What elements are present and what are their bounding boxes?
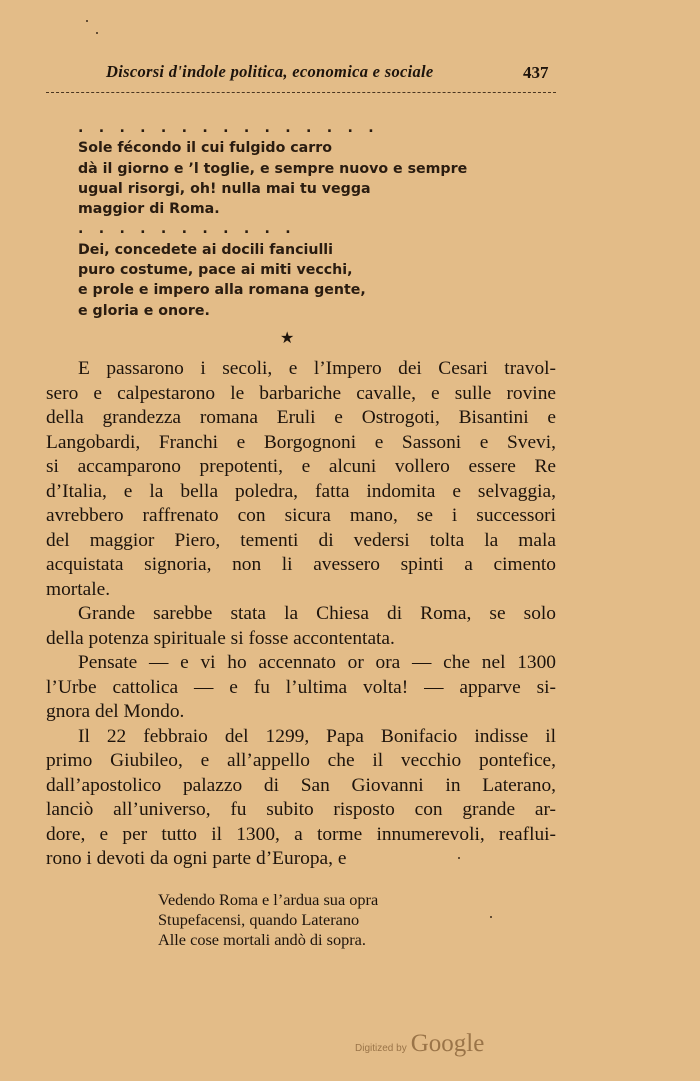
paragraph-line: l’Urbe cattolica — e fu l’ultima volta! — apparve si- xyxy=(46,676,556,698)
paragraph-line: gnora del Mondo. xyxy=(46,701,185,722)
watermark-brand: Google xyxy=(410,1030,485,1057)
verse-line: Dei, concedete ai docili fanciulli xyxy=(78,241,334,258)
verse-line: e gloria e onore. xyxy=(78,302,210,319)
scan-speck xyxy=(458,857,460,859)
paragraph-line: sero e calpestarono le barbariche cavalle, e sulle rovine xyxy=(46,382,556,404)
paragraph-line: dore, e per tutto il 1300, a torme innumerevoli, reaflui- xyxy=(46,823,556,845)
watermark-small: Digitized by xyxy=(355,1043,407,1054)
verse-line: maggior di Roma. xyxy=(78,201,220,218)
paragraph-line: Grande sarebbe stata la Chiesa di Roma, se solo xyxy=(78,603,556,624)
paragraph-line: acquistata signoria, non li avessero spinti a cimento xyxy=(46,554,556,575)
running-title: Discorsi d'indole politica, economica e sociale xyxy=(106,62,434,81)
paragraph-line: si accamparono prepotenti, e alcuni vollero essere Re xyxy=(46,456,556,477)
verse-line: ugual risorgi, oh! nulla mai tu vegga xyxy=(78,180,371,197)
verse-quote-2 xyxy=(158,890,378,950)
verse-line: Stupefacensi, quando Laterano xyxy=(158,910,360,929)
paragraph-line: lanciò all’universo, fu subito risposto con grande ar- xyxy=(46,799,556,820)
scan-speck xyxy=(86,20,88,22)
paragraph-line: avrebbero raffrenato con sicura mano, se i successori xyxy=(46,505,556,526)
paragraph-line: E passarono i secoli, e l’Impero dei Cesari travol- xyxy=(78,358,556,379)
page-number: 437 xyxy=(523,63,549,82)
verse-line: e prole e impero alla romana gente, xyxy=(78,282,366,299)
section-star-separator: ★ xyxy=(280,330,295,347)
body-text xyxy=(46,357,556,872)
paragraph-line: della potenza spirituale si fosse accontentata. xyxy=(46,627,395,649)
paragraph-line: Langobardi, Franchi e Borgognoni e Sassoni e Svevi, xyxy=(46,431,556,453)
scan-speck xyxy=(96,32,98,34)
paragraph-line: Pensate — e vi ho accennato or ora — che nel 1300 xyxy=(78,652,556,673)
verse-quote-1 xyxy=(78,118,467,321)
paragraph-line: rono i devoti da ogni parte d’Europa, e xyxy=(46,848,347,869)
ellipsis-dots: . . . . . . . . . . . xyxy=(78,221,294,238)
ellipsis-dots: . . . . . . . . . . . . . . . xyxy=(78,120,377,136)
paragraph-line: dall’apostolico palazzo di San Giovanni in Laterano, xyxy=(46,774,556,796)
paragraph-line: primo Giubileo, e all’appello che il vecchio pontefice, xyxy=(46,750,556,771)
paragraph-line: del maggior Piero, tementi di vedersi tolta la mala xyxy=(46,529,556,551)
scan-speck xyxy=(490,916,492,918)
verse-line: dà il giorno e ’l toglie, e sempre nuovo e sempre xyxy=(78,160,468,177)
paragraph-line: della grandezza romana Eruli e Ostrogoti, Bisantini e xyxy=(46,407,556,428)
verse-line: Sole fécondo il cui fulgido carro xyxy=(78,140,332,157)
paragraph-line: Il 22 febbraio del 1299, Papa Bonifacio indisse il xyxy=(78,725,556,747)
paragraph-line: mortale. xyxy=(46,578,111,600)
verse-line: puro costume, pace ai miti vecchi, xyxy=(78,262,353,279)
google-watermark xyxy=(355,1030,484,1058)
verse-line: Alle cose mortali andò di sopra. xyxy=(158,930,366,949)
paragraph-line: d’Italia, e la bella poledra, fatta indomita e selvaggia, xyxy=(46,480,556,502)
header-rule xyxy=(46,92,556,93)
verse-line: Vedendo Roma e l’ardua sua opra xyxy=(158,890,379,909)
